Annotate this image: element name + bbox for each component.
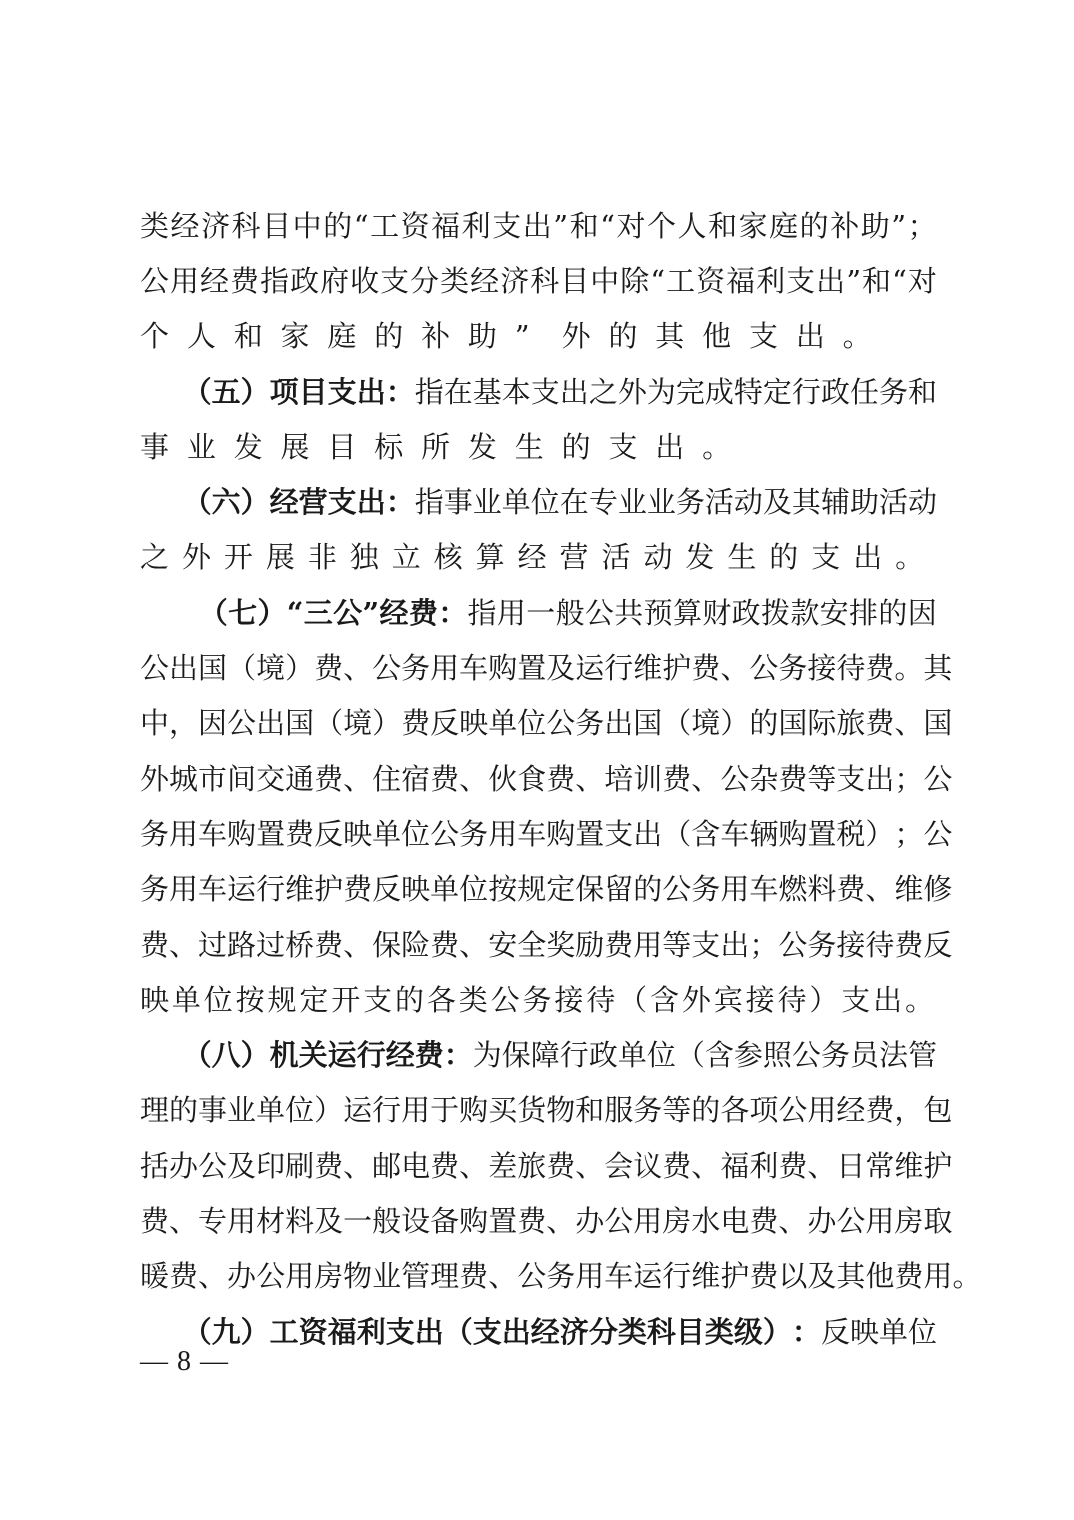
text-line: 括 办 公 及 印 刷 费 、 邮 电 费 、 差 旅 费 、 会 议 费 、 福 利 费 、 日 常 维 护: [140, 1148, 953, 1183]
text-line: 映 单 位 按 规 定 开 支 的 各 类 公 务 接 待 （ 含 外 宾 接 待 ） 支 出 。: [140, 982, 935, 1017]
text-line: 暖 费 、 办 公 用 房 物 业 管 理 费 、 公 务 用 车 运 行 维 护 费 以 及 其 他 费 用 。: [140, 1259, 982, 1294]
text-line: 务 用 车 购 置 费 反 映 单 位 公 务 用 车 购 置 支 出 （ 含 车 辆 购 置 税 ） ； 公: [140, 816, 953, 851]
text-line: 公 出 国 （ 境 ） 费 、 公 务 用 车 购 置 及 运 行 维 护 费 、 公 务 接 待 费 。 其: [140, 651, 953, 686]
page-number: — 8 —: [140, 1346, 229, 1377]
text-line: 事 业 发 展 目 标 所 发 生 的 支 出 。: [140, 429, 732, 464]
text-line: 中 ， 因 公 出 国 （ 境 ） 费 反 映 单 位 公 务 出 国 （ 境 ） 的 国 际 旅 费 、 国: [140, 706, 953, 741]
text-line: 公 用 经 费 指 政 府 收 支 分 类 经 济 科 目 中 除 “ 工 资 福 利 支 出 ” 和 “ 对: [140, 263, 937, 298]
text-line: 类 经 济 科 目 中 的 “ 工 资 福 利 支 出 ” 和 “ 对 个 人 和 家 庭 的 补 助 ” ；: [140, 208, 937, 243]
document-body: [140, 198, 982, 1359]
text-line: 个 人 和 家 庭 的 补 助 ” 外 的 其 他 支 出 。: [140, 319, 872, 354]
text-line: （ 八 ） 机 关 运 行 经 费 ： 为 保 障 行 政 单 位 （ 含 参 照 公 务 员 法 管: [182, 1038, 937, 1073]
text-line: （ 五 ） 项 目 支 出 ： 指 在 基 本 支 出 之 外 为 完 成 特 定 行 政 任 务 和: [182, 374, 937, 409]
text-line: 理 的 事 业 单 位 ） 运 行 用 于 购 买 货 物 和 服 务 等 的 各 项 公 用 经 费 ， 包: [140, 1093, 953, 1128]
text-line: （ 六 ） 经 营 支 出 ： 指 事 业 单 位 在 专 业 业 务 活 动 及 其 辅 助 活 动: [182, 485, 937, 520]
text-line: 务 用 车 运 行 维 护 费 反 映 单 位 按 规 定 保 留 的 公 务 用 车 燃 料 费 、 维 修: [140, 872, 953, 907]
text-line: 费 、 过 路 过 桥 费 、 保 险 费 、 安 全 奖 励 费 用 等 支 出 ； 公 务 接 待 费 反: [140, 927, 953, 962]
text-line: （ 七 ） “ 三 公 ” 经 费 ： 指 用 一 般 公 共 预 算 财 政 拨 款 安 排 的 因: [198, 595, 937, 630]
text-line: 费 、 专 用 材 料 及 一 般 设 备 购 置 费 、 办 公 用 房 水 电 费 、 办 公 用 房 取: [140, 1203, 953, 1238]
text-line: （ 九 ） 工 资 福 利 支 出 （ 支 出 经 济 分 类 科 目 类 级 ） ： 反 映 单 位: [182, 1314, 937, 1349]
text-line: 之 外 开 展 非 独 立 核 算 经 营 活 动 发 生 的 支 出 。: [140, 540, 925, 575]
text-line: 外 城 市 间 交 通 费 、 住 宿 费 、 伙 食 费 、 培 训 费 、 公 杂 费 等 支 出 ； 公: [140, 761, 953, 796]
